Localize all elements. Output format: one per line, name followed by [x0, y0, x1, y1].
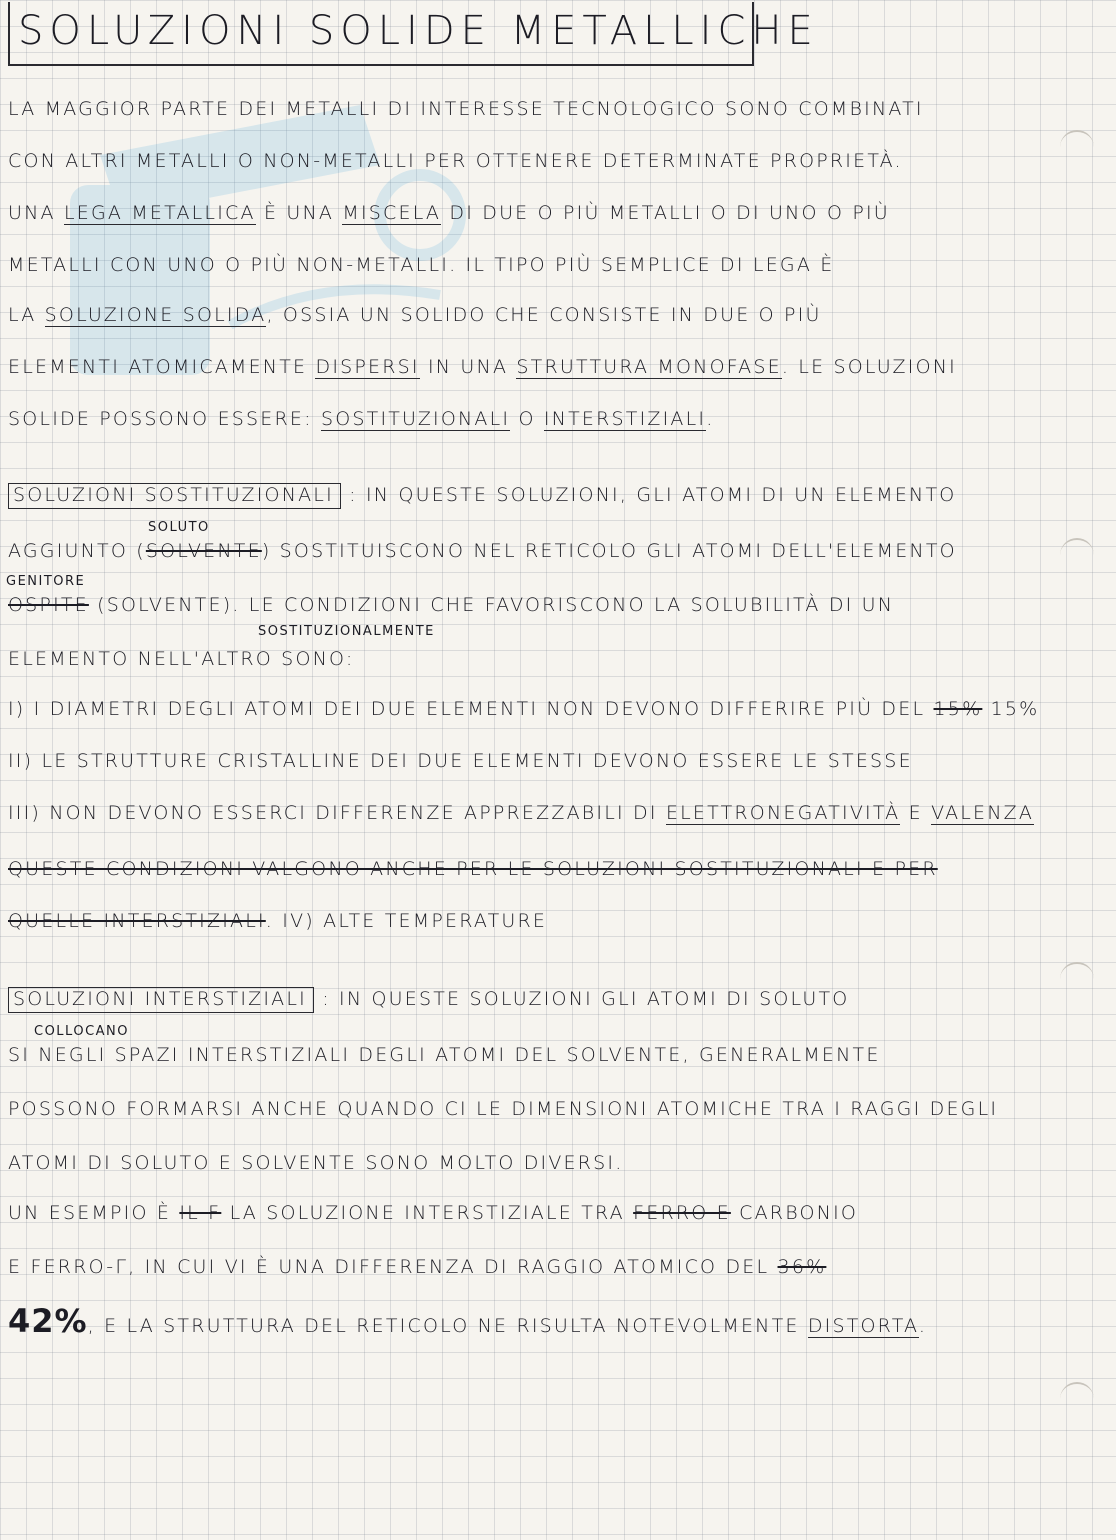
- text-line: ATOMI DI SOLUTO E SOLVENTE SONO MOLTO DIVERSI.: [8, 1152, 624, 1174]
- text-line: METALLI CON UNO O PIÙ NON-METALLI. IL TIPO PIÙ SEMPLICE DI LEGA È: [8, 254, 835, 276]
- annotation-left: GENITORE: [6, 574, 86, 589]
- struck-text: FERRO E: [633, 1202, 731, 1224]
- text: UNA: [8, 202, 56, 224]
- section-heading-sostituzionali: SOLUZIONI SOSTITUZIONALI: [8, 483, 341, 509]
- text: ELEMENTI ATOMICAMENTE: [8, 356, 308, 378]
- underlined-term: SOLUZIONE SOLIDA: [44, 304, 267, 326]
- text-line: [8, 1256, 826, 1278]
- text: I) I DIAMETRI DEGLI ATOMI DEI DUE ELEMENTI NON DEVONO DIFFERIRE PIÙ DEL: [8, 698, 926, 720]
- condition-item: [8, 910, 547, 932]
- underlined-term: INTERSTIZIALI: [543, 408, 707, 430]
- punch-hole-mark: [1060, 962, 1094, 984]
- text: LA SOLUZIONE INTERSTIZIALE TRA: [229, 1202, 625, 1224]
- text-line: SI NEGLI SPAZI INTERSTIZIALI DEGLI ATOMI DEL SOLVENTE, GENERALMENTE: [8, 1044, 881, 1066]
- struck-text: OSPITE: [8, 594, 89, 616]
- text-line: [8, 304, 822, 326]
- text-line: ELEMENTO NELL'ALTRO SONO:: [8, 648, 355, 670]
- punch-hole-mark: [1060, 1382, 1094, 1404]
- condition-item: [8, 698, 1039, 720]
- underlined-term: MISCELA: [342, 202, 442, 224]
- text: ) SOSTITUISCONO NEL RETICOLO GLI ATOMI DELL'ELEMENTO: [261, 540, 957, 562]
- condition-item: [8, 802, 1034, 824]
- text: AGGIUNTO (: [8, 540, 146, 562]
- text: . LE SOLUZIONI: [781, 356, 957, 378]
- condition-item: II) LE STRUTTURE CRISTALLINE DEI DUE ELEMENTI DEVONO ESSERE LE STESSE: [8, 750, 913, 772]
- text: E: [908, 802, 923, 824]
- underlined-term: LEGA METALLICA: [63, 202, 256, 224]
- text: : IN QUESTE SOLUZIONI GLI ATOMI DI SOLUTO: [322, 988, 850, 1010]
- text-line: CON ALTRI METALLI O NON-METALLI PER OTTENERE DETERMINATE PROPRIETÀ.: [8, 150, 903, 172]
- punch-hole-mark: [1060, 130, 1094, 152]
- underlined-term: VALENZA: [931, 802, 1035, 824]
- text: O: [518, 408, 536, 430]
- punch-hole-mark: [1060, 538, 1094, 560]
- text: E: [8, 1256, 23, 1278]
- struck-line: QUESTE CONDIZIONI VALGONO ANCHE PER LE SOLUZIONI SOSTITUZIONALI E PER: [8, 858, 938, 880]
- text-line: [8, 356, 957, 378]
- text-line: POSSONO FORMARSI ANCHE QUANDO CI LE DIMENSIONI ATOMICHE TRA I RAGGI DEGLI: [8, 1098, 999, 1120]
- struck-text: SOLVENTE: [145, 540, 262, 562]
- text: .: [706, 408, 715, 430]
- text: IN UNA: [427, 356, 509, 378]
- underlined-term: DISPERSI: [315, 356, 420, 378]
- text-line: LA MAGGIOR PARTE DEI METALLI DI INTERESSE TECNOLOGICO SONO COMBINATI: [8, 98, 924, 120]
- text: LA: [8, 304, 37, 326]
- text: (SOLVENTE). LE CONDIZIONI CHE FAVORISCONO LA SOLUBILITÀ DI UN: [97, 594, 895, 616]
- text: DI DUE O PIÙ METALLI O DI UNO O PIÙ: [449, 202, 890, 224]
- text: UN ESEMPIO È: [8, 1202, 172, 1224]
- text: . IV) ALTE TEMPERATURE: [265, 910, 548, 932]
- text-line: [8, 594, 894, 616]
- text-line: [8, 540, 957, 562]
- underlined-term: SOSTITUZIONALI: [320, 408, 511, 430]
- underlined-term: STRUTTURA MONOFASE: [516, 356, 782, 378]
- annotation-above: SOLUTO: [148, 520, 210, 535]
- text-line: [8, 408, 714, 430]
- text: , IN CUI VI È UNA DIFFERENZA DI RAGGIO ATOMICO DEL: [128, 1256, 770, 1278]
- struck-text: QUELLE INTERSTIZIALI: [8, 910, 266, 932]
- text: È UNA: [263, 202, 335, 224]
- text: 15%: [990, 698, 1040, 720]
- underlined-term: DISTORTA: [807, 1315, 919, 1337]
- percentage-value: 42%: [8, 1302, 88, 1340]
- text-line: [8, 484, 956, 506]
- page-title: SOLUZIONI SOLIDE METALLICHE: [18, 8, 819, 54]
- text-line: [8, 1202, 858, 1224]
- struck-text: IL F: [179, 1202, 222, 1224]
- struck-text: 36%: [777, 1256, 827, 1278]
- text-line: [8, 1302, 927, 1340]
- annotation-above: SOSTITUZIONALMENTE: [258, 624, 435, 639]
- text: CARBONIO: [739, 1202, 859, 1224]
- struck-text: 15%: [933, 698, 983, 720]
- text: .: [918, 1315, 928, 1337]
- text: , OSSIA UN SOLIDO CHE CONSISTE IN DUE O PIÙ: [266, 304, 822, 326]
- section-heading-interstiziali: SOLUZIONI INTERSTIZIALI: [8, 987, 314, 1013]
- text: III) NON DEVONO ESSERCI DIFFERENZE APPREZZABILI DI: [8, 802, 658, 824]
- text: : IN QUESTE SOLUZIONI, GLI ATOMI DI UN ELEMENTO: [349, 484, 957, 506]
- text: SOLIDE POSSONO ESSERE:: [8, 408, 313, 430]
- text: , E LA STRUTTURA DEL RETICOLO NE RISULTA NOTEVOLMENTE: [87, 1315, 800, 1337]
- underlined-term: ELETTRONEGATIVITÀ: [665, 802, 901, 824]
- text: FERRO-Γ: [30, 1256, 129, 1278]
- annotation-above: COLLOCANO: [34, 1024, 129, 1039]
- text-line: [8, 202, 890, 224]
- text-line: [8, 988, 849, 1010]
